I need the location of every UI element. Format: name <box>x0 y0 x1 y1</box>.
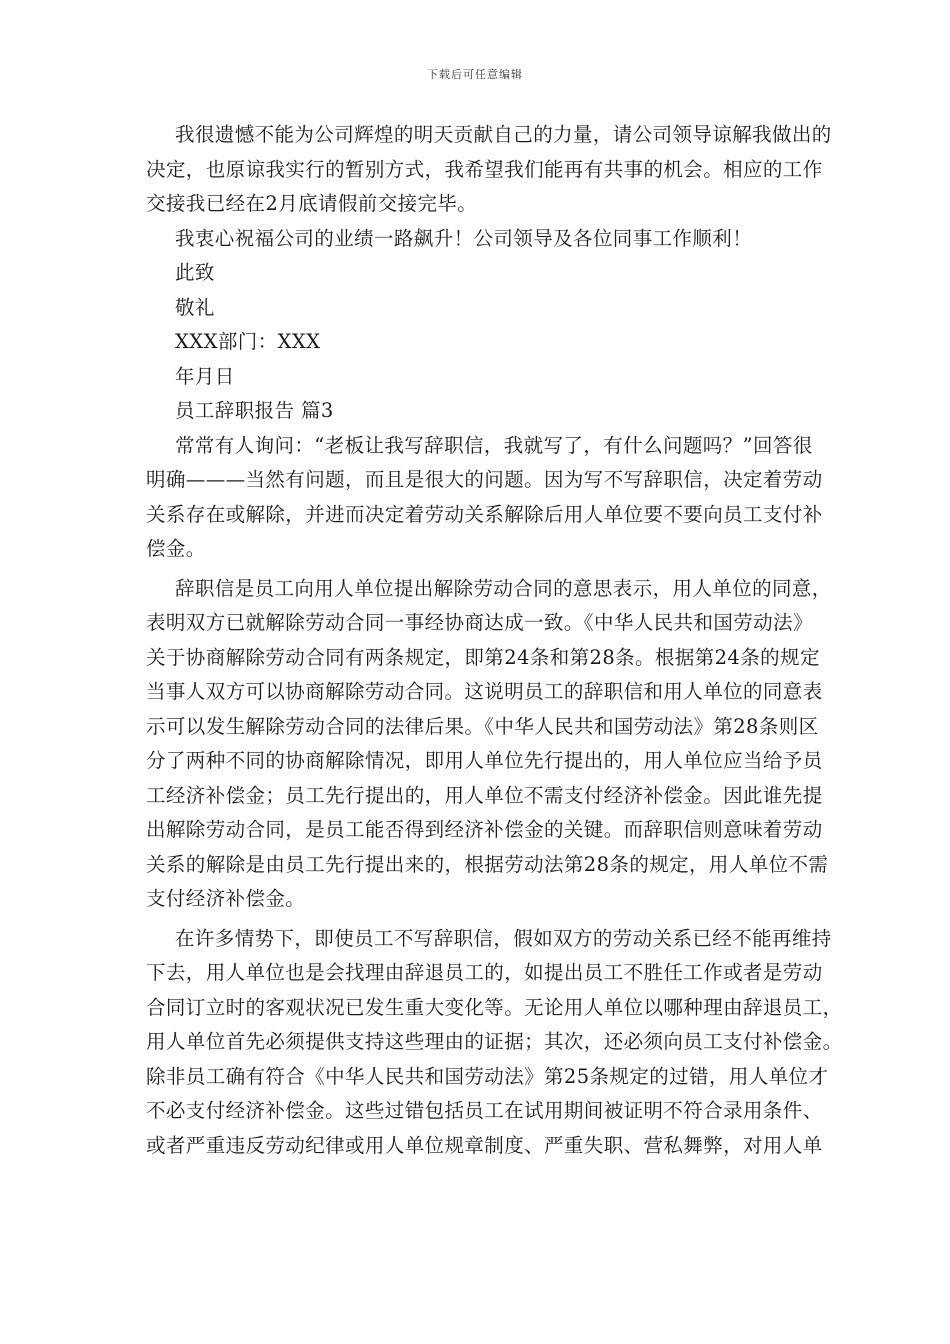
text-line: 下去，用人单位也是会找理由辞退员工的，如提出员工不胜任工作或者是劳动 <box>146 961 823 984</box>
text-line: 示可以发生解除劳动合同的法律后果。《中华人民共和国劳动法》第28条则区 <box>146 714 819 738</box>
text-line: 决定，也原谅我实行的暂别方式，我希望我们能再有共事的机会。相应的工作 <box>146 157 823 181</box>
header-note: 下载后可任意编辑 <box>427 68 523 81</box>
text-line: 或者严重违反劳动纪律或用人单位规章制度、严重失职、营私舞弊，对用人单 <box>146 1133 823 1157</box>
text-line: 常常有人询问：“老板让我写辞职信，我就写了，有什么问题吗？”回答很 <box>175 433 813 457</box>
text-line: 关系的解除是由员工先行提出来的，根据劳动法第28条的规定，用人单位不需 <box>146 852 829 876</box>
text-line: 出解除劳动合同，是员工能否得到经济补偿金的关键。而辞职信则意味着劳动 <box>146 818 823 841</box>
text-line: 我很遗憾不能为公司辉煌的明天贡献自己的力量，请公司领导谅解我做出的 <box>175 123 832 146</box>
text-line: 此致 <box>175 261 215 284</box>
text-line: 当事人双方可以协商解除劳动合同。这说明员工的辞职信和用人单位的同意表 <box>146 680 823 703</box>
document-body <box>146 118 843 1163</box>
text-line: 分了两种不同的协商解除情况，即用人单位先行提出的，用人单位应当给予员 <box>146 749 823 772</box>
text-line: 关系存在或解除，并进而决定着劳动关系解除后用人单位要不要向员工支付补 <box>146 502 823 526</box>
text-line: 合同订立时的客观状况已发生重大变化等。无论用人单位以哪种理由辞退员工， <box>146 995 843 1019</box>
text-line: 不必支付经济补偿金。这些过错包括员工在试用期间被证明不符合录用条件、 <box>146 1099 823 1122</box>
text-line: 员工辞职报告 篇3 <box>175 399 334 422</box>
text-line: 关于协商解除劳动合同有两条规定，即第24条和第28条。根据第24条的规定 <box>146 645 820 669</box>
text-line: 表明双方已就解除劳动合同一事经协商达成一致。《中华人民共和国劳动法》 <box>146 611 813 634</box>
text-line: 我衷心祝福公司的业绩一路飙升！公司领导及各位同事工作顺利！ <box>175 226 753 250</box>
text-line: 偿金。 <box>146 537 206 560</box>
text-line: 工经济补偿金；员工先行提出的，用人单位不需支付经济补偿金。因此谁先提 <box>146 783 823 807</box>
text-line: 交接我已经在2月底请假前交接完毕。 <box>146 192 478 215</box>
text-line: 敬礼 <box>175 295 215 319</box>
text-line: XXX部门：XXX <box>175 330 321 353</box>
text-line: 支付经济补偿金。 <box>146 887 306 910</box>
text-line: 在许多情势下，即使员工不写辞职信，假如双方的劳动关系已经不能再维持 <box>175 926 832 950</box>
text-line: 除非员工确有符合《中华人民共和国劳动法》第25条规定的过错，用人单位才 <box>146 1064 829 1088</box>
text-line: 用人单位首先必须提供支持这些理由的证据；其次，还必须向员工支付补偿金。 <box>146 1030 843 1053</box>
text-line: 明确———当然有问题，而且是很大的问题。因为写不写辞职信，决定着劳动 <box>146 468 823 491</box>
text-line: 辞职信是员工向用人单位提出解除劳动合同的意思表示，用人单位的同意， <box>175 576 832 600</box>
text-line: 年月日 <box>175 364 235 388</box>
